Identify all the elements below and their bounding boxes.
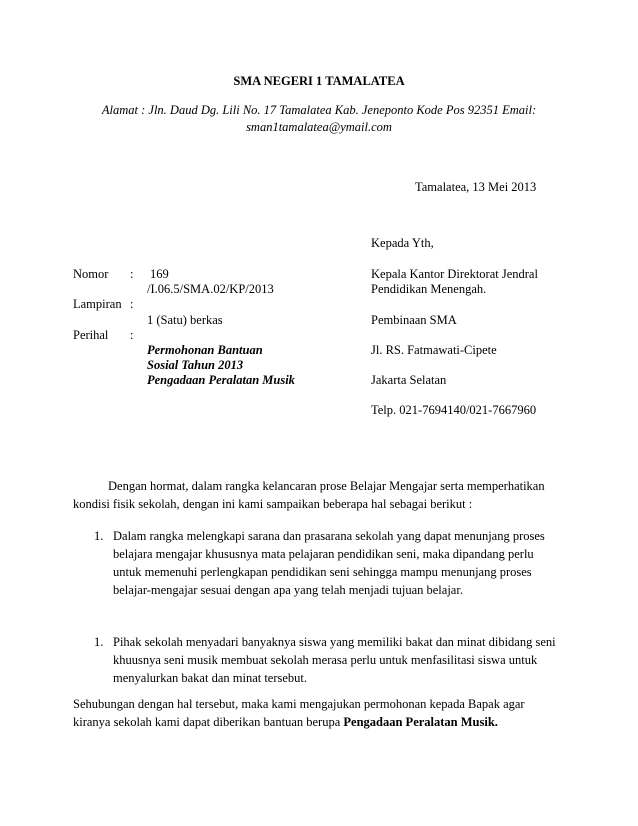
item-2-line-2: khuusnya seni musik membuat sekolah merasa perlu untuk menfasilitasi siswa untuk xyxy=(113,653,538,667)
item-2-number: 1. xyxy=(94,635,104,649)
item-1-line-4: belajar-mengajar sesuai dengan apa yang telah menjadi tujuan belajar. xyxy=(113,583,463,597)
school-name: SMA NEGERI 1 TAMALATEA xyxy=(233,74,405,88)
perihal-label: Perihal xyxy=(73,328,109,342)
perihal-value-1: Permohonan Bantuan xyxy=(147,343,263,357)
address-line: Alamat : Jln. Daud Dg. Lili No. 17 Tamalatea Kab. Jeneponto Kode Pos 92351 Email: xyxy=(101,103,537,117)
intro-line-1: Dengan hormat, dalam rangka kelancaran prose Belajar Mengajar serta memperhatikan xyxy=(108,479,545,493)
closing-line-1: Sehubungan dengan hal tersebut, maka kami mengajukan permohonan kepada Bapak agar xyxy=(73,697,525,711)
intro-line-2: kondisi fisik sekolah, dengan ini kami sampaikan beberapa hal sebagai berikut : xyxy=(73,497,473,511)
closing-line-2 xyxy=(73,715,498,730)
recipient-line-6: Telp. 021-7694140/021-7667960 xyxy=(371,403,537,417)
perihal-value-3: Pengadaan Peralatan Musik xyxy=(147,373,295,387)
recipient-line-2: Pendidikan Menengah. xyxy=(371,282,487,296)
recipient-line-4: Jl. RS. Fatmawati-Cipete xyxy=(371,343,497,357)
lampiran-colon: : xyxy=(130,297,134,311)
date-line: Tamalatea, 13 Mei 2013 xyxy=(415,180,537,194)
nomor-label: Nomor xyxy=(73,267,109,281)
item-1-line-1: Dalam rangka melengkapi sarana dan prasarana sekolah yang dapat menunjang proses xyxy=(113,529,545,543)
email-line: sman1tamalatea@ymail.com xyxy=(246,120,392,134)
nomor-colon: : xyxy=(130,267,134,281)
nomor-value: 169 xyxy=(150,267,169,281)
perihal-value-2: Sosial Tahun 2013 xyxy=(147,358,244,372)
item-1-line-2: belajara mengajar khususnya mata pelajaran pendidikan seni, maka dipandang perlu xyxy=(113,547,534,561)
recipient-line-3: Pembinaan SMA xyxy=(371,313,457,327)
item-1-line-3: untuk memenuhi perlengkapan pendidikan seni sehingga mampu menunjang proses xyxy=(113,565,532,579)
recipient-line-5: Jakarta Selatan xyxy=(371,373,447,387)
item-1-number: 1. xyxy=(94,529,104,543)
closing-highlight: Pengadaan Peralatan Musik. xyxy=(343,715,498,729)
item-2-line-3: menyalurkan bakat dan minat tersebut. xyxy=(113,671,308,685)
item-2-line-1: Pihak sekolah menyadari banyaknya siswa yang memiliki bakat dan minat dibidang seni xyxy=(113,635,556,649)
recipient-line-1: Kepala Kantor Direktorat Jendral xyxy=(371,267,538,281)
lampiran-label: Lampiran xyxy=(73,297,122,311)
perihal-colon: : xyxy=(130,328,134,342)
lampiran-value: 1 (Satu) berkas xyxy=(147,313,223,327)
nomor-value-code: /I.06.5/SMA.02/KP/2013 xyxy=(147,282,274,296)
recipient-greeting: Kepada Yth, xyxy=(371,236,434,250)
closing-line-2-text: kiranya sekolah kami dapat diberikan bantuan berupa xyxy=(73,715,344,729)
